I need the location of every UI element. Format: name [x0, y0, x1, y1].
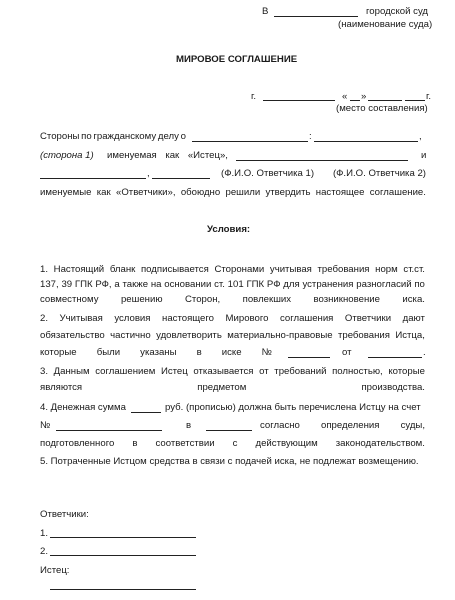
item-3-line-1: 3. Данным соглашением Истец отказывается от требований полностью, которые: [40, 366, 425, 377]
plaintiff-signature[interactable]: [50, 589, 196, 590]
item-4-rest: руб. (прописью) должна быть перечислена Истцу на счет: [165, 402, 421, 413]
claim-from-word: от: [342, 347, 352, 358]
item-2-line-2: обязательство частично удовлетворить материально-правовые требования Истца,: [40, 330, 425, 341]
item-2-line-1: 2. Учитывая условия настоящего Мирового соглашения Ответчики дают: [40, 313, 425, 324]
item-3-line-2: являются предметом производства.: [40, 382, 425, 393]
item-1-line-2: 137, 39 ГПК РФ, а также на основании ст. 101 ГПК РФ для устранения разногласий по: [40, 279, 425, 290]
city-field[interactable]: [263, 100, 335, 101]
item-4-lead: 4. Денежная сумма: [40, 402, 126, 413]
year-field[interactable]: [405, 100, 425, 101]
day-field[interactable]: [350, 100, 360, 101]
conditions-heading: Условия:: [207, 224, 251, 235]
bank-name-field[interactable]: [206, 430, 252, 431]
defendant-1-field[interactable]: [40, 178, 146, 179]
parties-line-4: именуемые как «Ответчики», обоюдно решили утвердить настоящее соглашение.: [40, 187, 426, 198]
case-subject-field-1[interactable]: [192, 141, 308, 142]
parties-line-1: Стороны по гражданскому делу о: [40, 131, 186, 142]
court-name-field[interactable]: [274, 16, 358, 17]
account-no-mark: №: [40, 420, 51, 431]
amount-field[interactable]: [131, 412, 161, 413]
claim-date-field[interactable]: [368, 357, 422, 358]
item-4-line-3: подготовленного в соответствии с действующим законодательством.: [40, 438, 425, 449]
account-number-field[interactable]: [56, 430, 162, 431]
item-1-line-3: совместному решению Сторон, повлекших возникновение иска.: [40, 294, 425, 305]
and-word: и: [421, 150, 427, 161]
parties-line-2: именуемая как «Истец»,: [107, 150, 228, 161]
defendant-sep: ,: [147, 168, 150, 179]
day-open-quote: «: [342, 91, 348, 102]
defendant-1-number: 1.: [40, 528, 49, 539]
defendant-1-signature[interactable]: [50, 537, 196, 538]
place-hint: (место составления): [336, 103, 428, 114]
defendant-2-number: 2.: [40, 546, 49, 557]
plaintiff-label: Истец:: [40, 565, 70, 576]
parties-line-3: (Ф.И.О. Ответчика 1) (Ф.И.О. Ответчика 2): [221, 168, 426, 179]
case-subject-field-2[interactable]: [314, 141, 418, 142]
defendants-label: Ответчики:: [40, 509, 89, 520]
month-field[interactable]: [368, 100, 402, 101]
case-subject-mark: :: [309, 131, 312, 142]
item-2-line-3: которые были указаны в иске №: [40, 347, 272, 358]
claim-date-end: .: [423, 347, 426, 358]
defendant-2-signature[interactable]: [50, 555, 196, 556]
side-1-label: (сторона 1): [40, 150, 94, 161]
day-close-quote: »: [361, 91, 367, 102]
claim-number-field[interactable]: [288, 357, 330, 358]
item-5: 5. Потраченные Истцом средства в связи с подачей иска, не подлежат возмещению.: [40, 456, 419, 467]
year-prefix: г.: [426, 91, 431, 102]
document-title: МИРОВОЕ СОГЛАШЕНИЕ: [176, 54, 298, 65]
case-subject-end: ,: [419, 131, 422, 142]
bank-prep: в: [186, 420, 192, 431]
item-4-line-2-rest: согласно определения суды,: [260, 420, 425, 431]
court-hint: (наименование суда): [338, 19, 433, 30]
plaintiff-name-field[interactable]: [236, 160, 408, 161]
court-suffix: городской суд: [366, 6, 429, 17]
item-1-line-1: 1. Настоящий бланк подписывается Сторонами учитывая требования норм ст.ст.: [40, 264, 425, 275]
defendant-2-field[interactable]: [152, 178, 210, 179]
city-prefix: г.: [251, 91, 256, 102]
court-prefix: В: [262, 6, 269, 17]
